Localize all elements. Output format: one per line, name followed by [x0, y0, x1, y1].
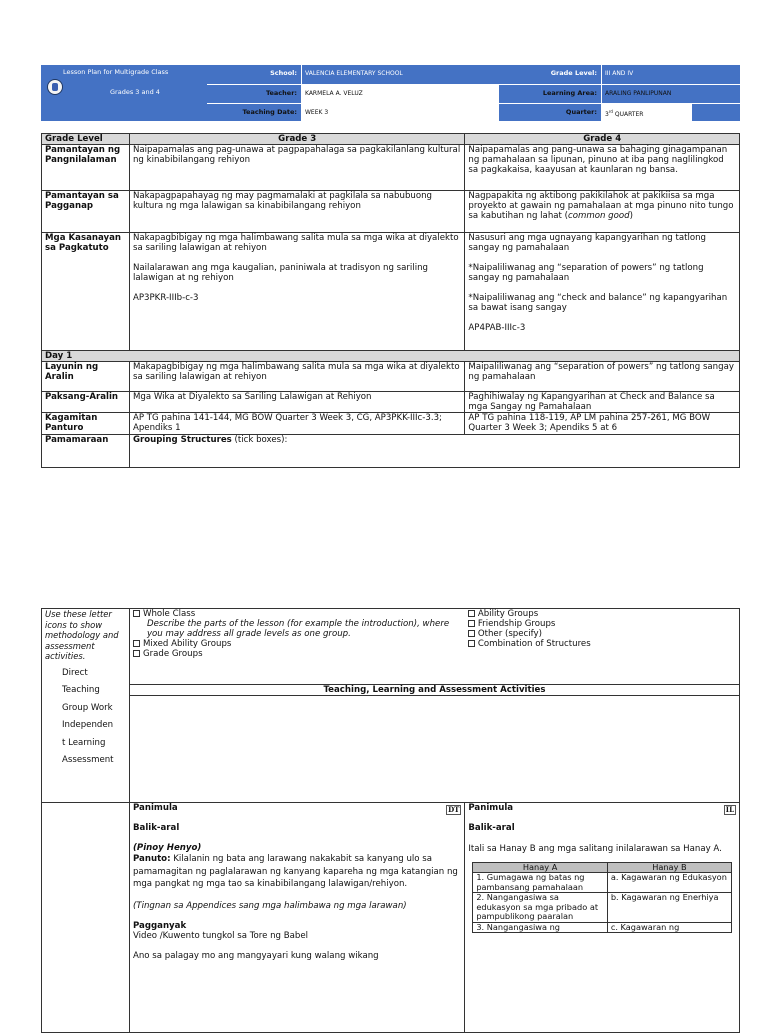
letter-icons-note: Use these letter icons to show methodology and assessment activities.: [45, 609, 119, 661]
hanay-b-item: b. Kagawaran ng Enerhiya: [607, 893, 731, 923]
whole-class-checkbox[interactable]: [133, 610, 140, 617]
row-label-materials: Kagamitan Panturo: [42, 413, 130, 435]
other-label: Other (specify): [477, 629, 542, 639]
hanay-a-item: 3. Nangangasiwa ng: [473, 922, 608, 933]
grade3-panuto: Panuto: Kilalanin ng bata ang larawang nakakabit sa kanyang ulo sa pamamagitan ng paglalarawan ng kanyang kapareha ng mga katangian ng mga pangkat ng mga tao sa kinabibilangang lalawigan/rehiyon.: [132, 854, 458, 889]
grade4-performance-standard: Nagpapakita ng aktibong pakikilahok at pakikiisa sa mga proyekto at gawain ng pamahalaan at mga pinuno nito tungo sa kabutihan ng lahat (common good): [465, 191, 740, 233]
day-heading: Day 1: [42, 351, 740, 362]
grade4-objective: Maipaliliwanag ang “separation of powers” ng tatlong sangay ng pamahalaan: [465, 362, 740, 392]
independent-learning-icon: IL: [725, 805, 734, 814]
teaching-date-label: Teaching Date:: [242, 108, 297, 116]
row-label-content-standard: Pamantayan ng Pangnilalaman: [42, 145, 130, 191]
learning-area-value: ARALING PANLIPUNAN: [605, 90, 672, 97]
grade-level-value: III AND IV: [605, 70, 634, 77]
mixed-ability-checkbox[interactable]: [133, 640, 140, 647]
teaching-date-value: WEEK 3: [305, 109, 329, 116]
grade3-video: Video /Kuwento tungkol sa Tore ng Babel: [132, 930, 309, 941]
grade3-content-standard: Naipapamalas ang pag-unawa at pagpapahalaga sa pagkakilanlang kultural ng kinabibilangang rehiyon: [129, 145, 464, 191]
quarter-label: Quarter:: [565, 108, 597, 116]
grade4-panimula: Panimula: [468, 803, 514, 813]
matching-table: [472, 862, 732, 934]
teacher-value: KARMELA A. VELUZ: [305, 90, 363, 97]
hanay-b-item: c. Kagawaran ng: [607, 922, 731, 933]
school-value: VALENCIA ELEMENTARY SCHOOL: [305, 70, 403, 77]
hanay-b-item: a. Kagawaran ng Edukasyon: [607, 873, 731, 893]
ability-groups-label: Ability Groups: [477, 609, 539, 619]
learning-area-label: Learning Area:: [542, 89, 597, 97]
icon-learning: t Learning: [62, 737, 106, 748]
ability-groups-checkbox[interactable]: [468, 610, 475, 617]
header-rule-1: [207, 84, 740, 85]
grade4-lesson-cell: [465, 803, 740, 1033]
header-col-rule-2: [601, 65, 602, 121]
hanay-a-heading: Hanay A: [473, 862, 608, 873]
row-label-learning-competencies: Mga Kasanayan sa Pagkatuto: [42, 233, 130, 351]
row-label-subject-matter: Paksang-Aralin: [42, 392, 130, 413]
grouping-activities-table: [41, 608, 740, 1033]
combination-label: Combination of Structures: [477, 639, 591, 649]
grade4-instruction: Itali sa Hanay B ang mga salitang inilalarawan sa Hanay A.: [468, 844, 722, 854]
grouping-options-right: [465, 609, 740, 685]
icon-group-work: Group Work: [62, 702, 113, 713]
grade-level-label: Grade Level:: [550, 69, 597, 77]
combination-checkbox[interactable]: [468, 640, 475, 647]
header-col-rule-1: [301, 65, 302, 121]
grouping-structures-note: Grouping Structures (tick boxes):: [129, 435, 739, 468]
grade3-balik-aral: Balik-aral: [132, 823, 180, 833]
grade3-heading: Grade 3: [129, 134, 464, 145]
grade3-objective: Makapagbibigay ng mga halimbawang salita mula sa mga wika at diyalekto sa sariling lalawigan at rehiyon: [129, 362, 464, 392]
row-label-procedure: Pamamaraan: [42, 435, 130, 468]
teacher-label: Teacher:: [265, 89, 297, 97]
quarter-value: 3rd QUARTER: [605, 109, 644, 118]
direct-teaching-icon: DT: [448, 805, 460, 814]
icon-teaching: Teaching: [62, 685, 100, 695]
whole-class-label: Whole Class: [142, 609, 196, 619]
mixed-ability-label: Mixed Ability Groups: [142, 639, 232, 649]
grade3-pagganyak: Pagganyak: [132, 920, 187, 931]
other-checkbox[interactable]: [468, 630, 475, 637]
header-rule-2: [207, 103, 740, 104]
grade4-subject-matter: Paghihiwalay ng Kapangyarihan at Check and Balance sa mga Sangay ng Pamahalaan: [465, 392, 740, 413]
tla-empty-cell: [129, 696, 739, 803]
grade3-subject-matter: Mga Wika at Diyalekto sa Sariling Lalawigan at Rehiyon: [129, 392, 464, 413]
grade3-materials: AP TG pahina 141-144, MG BOW Quarter 3 Week 3, CG, AP3PKK-IIIc-3.3; Apendiks 1: [129, 413, 464, 435]
grade-level-heading: Grade Level: [42, 134, 130, 145]
row-label-objective: Layunin ng Aralin: [42, 362, 130, 392]
grade3-learning-competencies: Nakapagbibigay ng mga halimbawang salita mula sa mga wika at diyalekto sa sariling lalawigan at rehiyon Nailalarawan ang mga kaugalian, paniniwala at tradisyon ng sariling lalawigan at ng rehiyon AP3PKR-IIIb-c-3: [129, 233, 464, 351]
describe-note: Describe the parts of the lesson (for example the introduction), where you may address all grade levels as one group.: [146, 619, 450, 639]
curriculum-standards-table: [41, 133, 740, 468]
methodology-icon-list: [42, 665, 126, 770]
grade4-heading: Grade 4: [465, 134, 740, 145]
lesson-plan-header: [41, 65, 740, 121]
lesson-plan-title: Lesson Plan for Multigrade Class: [63, 68, 169, 76]
grade3-performance-standard: Nakapagpapahayag ng may pagmamalaki at pagkilala sa nabubuong kultura ng mga lalawigan sa kinabibilangang rehiyon: [129, 191, 464, 233]
grade3-pinoy-henyo: (Pinoy Henyo): [132, 843, 202, 853]
grades-label: Grades 3 and 4: [110, 88, 160, 96]
icon-direct: Direct: [62, 667, 88, 678]
methodology-side-cell: [42, 609, 130, 803]
grade4-learning-competencies: Nasusuri ang mga ugnayang kapangyarihan ng tatlong sangay ng pamahalaan *Naipaliliwanag ang “separation of powers” ng tatlong sangay ng pamahalaan *Naipaliliwanag ang “check and balance” ng kapangyarihan sa bawat isang sangay AP4PAB-IIIc-3: [465, 233, 740, 351]
grade3-lesson-cell: [129, 803, 464, 1033]
deped-seal-logo: [47, 79, 63, 95]
tla-heading: Teaching, Learning and Assessment Activities: [129, 685, 739, 696]
row-label-performance-standard: Pamantayan sa Pagganap: [42, 191, 130, 233]
hanay-b-heading: Hanay B: [607, 862, 731, 873]
hanay-a-item: 1. Gumagawa ng batas ng pambansang pamahalaan: [473, 873, 608, 893]
icon-assessment: Assessment: [62, 755, 114, 765]
grade-groups-label: Grade Groups: [142, 649, 203, 659]
grade4-content-standard: Naipapamalas ang pang-unawa sa bahaging ginagampanan ng pamahalaan sa lipunan, pinuno at iba pang naglilingkod sa pagkakaisa, kaayusan at kaunlaran ng bansa.: [465, 145, 740, 191]
grade-groups-checkbox[interactable]: [133, 650, 140, 657]
grade3-panimula: Panimula: [132, 803, 178, 813]
school-label: School:: [270, 69, 297, 77]
grouping-options-left: [129, 609, 464, 685]
lesson-side-cell: [42, 803, 130, 1033]
friendship-groups-label: Friendship Groups: [477, 619, 556, 629]
icon-independent: Independen: [62, 720, 114, 730]
grade4-balik-aral: Balik-aral: [468, 823, 515, 833]
grade3-question: Ano sa palagay mo ang mangyayari kung walang wikang: [132, 950, 379, 961]
grade4-materials: AP TG pahina 118-119, AP LM pahina 257-261, MG BOW Quarter 3 Week 3; Apendiks 5 at 6: [465, 413, 740, 435]
hanay-a-item: 2. Nangangasiwa sa edukasyon sa mga pribado at pampublikong paaralan: [473, 893, 608, 923]
grade3-tingnan-note: (Tingnan sa Appendices sang mga halimbawa ng mga larawan): [132, 900, 407, 911]
header-edge-block: [692, 65, 740, 121]
friendship-groups-checkbox[interactable]: [468, 620, 475, 627]
